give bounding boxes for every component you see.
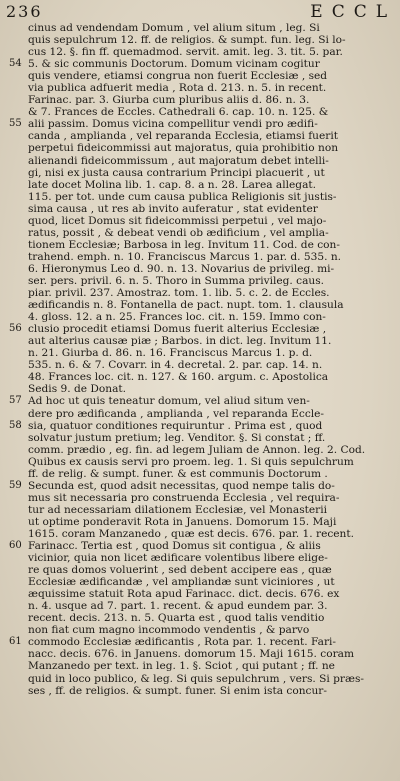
text-line [0,130,400,142]
text-line [0,251,400,263]
text-line [0,179,400,191]
body-text [0,22,400,697]
text-line [0,648,400,660]
text-line [0,215,400,227]
text-line [0,167,400,179]
line-text: ut optime ponderavit Rota in Januens. Domorum 15. Maji [28,515,337,528]
line-text: sia, quatuor conditiones requiruntur . Prima est , quod [28,419,323,432]
line-text: alii passim. Domus vicina compellitur vendi pro ædifi- [28,118,318,131]
text-line [0,480,400,492]
marginal-number: 61 [9,636,22,648]
text-line [0,540,400,552]
line-text: 4. gloss. 12. a n. 25. Frances loc. cit. n. 159. Immo con- [28,311,326,324]
line-text: quis sepulchrum 12. ff. de religios. & sumpt. fun. leg. Si lo- [28,34,346,47]
line-text: 5. & sic communis Doctorum. Domum vicinam cogitur [28,58,320,71]
line-text: mus sit necessaria pro construenda Ecclesia , vel requira- [28,491,340,504]
line-text: tur ad necessariam dilationem Ecclesiæ, vel Monasterii [28,503,327,516]
text-line [0,383,400,395]
text-line [0,624,400,636]
text-line [0,408,400,420]
text-line [0,287,400,299]
line-text: trahend. emph. n. 10. Franciscus Marcus 1. par. d. 535. n. [28,250,342,263]
marginal-number: 59 [9,479,22,491]
line-text: quis vendere, etiamsi congrua non fuerit Ecclesiæ , sed [28,70,328,83]
text-line [0,106,400,118]
marginal-number: 54 [9,58,22,70]
text-line [0,516,400,528]
text-line [0,395,400,407]
text-line [0,263,400,275]
line-text: ff. de relig. & sumpt. funer. & est communis Doctorum . [28,467,328,480]
text-line [0,636,400,648]
line-text: via publica adfuerit media , Rota d. 213. n. 5. in recent. [28,82,327,95]
line-text: vicinior, quia non licet ædificare volentibus libere elige- [28,552,328,565]
text-line [0,456,400,468]
text-line [0,299,400,311]
line-text: cinus ad vendendam Domum , vel alium situm , leg. Si [28,22,320,34]
text-line [0,576,400,588]
text-line [0,504,400,516]
line-text: clusio procedit etiamsi Domus fuerit alterius Ecclesiæ , [28,323,327,336]
text-line [0,335,400,347]
line-text: late docet Molina lib. 1. cap. 8. a n. 28. Larea allegat. [28,178,317,191]
text-line [0,660,400,672]
text-line [0,155,400,167]
text-line [0,588,400,600]
text-line [0,118,400,130]
line-text: ratus, possit , & debeat vendi ob ædificium , vel amplia- [28,226,329,239]
text-line [0,70,400,82]
text-line [0,347,400,359]
text-line [0,94,400,106]
text-line [0,685,400,697]
text-line [0,492,400,504]
marginal-number: 57 [9,395,22,407]
line-text: non fiat cum magno incommodo vendentis , & parvo [28,624,310,637]
text-line [0,468,400,480]
text-line [0,552,400,564]
line-text: & 7. Frances de Eccles. Cathedrali 6. cap. 10. n. 125. & [28,106,329,119]
line-text: nacc. decis. 676. in Januens. domorum 15. Maji 1615. coram [28,648,355,661]
line-text: aut alterius causæ piæ ; Barbos. in dict. leg. Invitum 11. [28,335,332,348]
line-text: recent. decis. 213. n. 5. Quarta est , quod talis venditio [28,612,325,625]
text-line [0,46,400,58]
line-text: ses , ff. de religios. & sumpt. funer. Si enim ista concur- [28,684,327,697]
line-text: perpetui fideicommissi aut majoratus, quia prohibitio non [28,142,339,155]
text-line [0,22,400,34]
text-line [0,275,400,287]
line-text: Secunda est, quod adsit necessitas, quod nempe talis do- [28,479,335,492]
text-line [0,239,400,251]
page-number: 236 [6,2,43,21]
text-line [0,227,400,239]
line-text: ædificandis n. 8. Fontanella de pact. nupt. tom. 1. clausula [28,299,344,312]
line-text: Quibus ex causis servi pro proem. leg. 1. Si quis sepulchrum [28,455,354,468]
line-text: Ecclesiæ ædificandæ , vel ampliandæ sunt viciniores , ut [28,576,335,589]
line-text: Farinacc. Tertia est , quod Domus sit contigua , & aliis [28,540,321,553]
line-text: ser. pers. privil. 6. n. 5. Thoro in Summa privileg. caus. [28,274,325,287]
text-line [0,600,400,612]
line-text: 6. Hieronymus Leo d. 90. n. 13. Novarius de privileg. mi- [28,262,335,275]
line-text: cus 12. §. fin ff. quemadmod. servit. amit. leg. 3. tit. 5. par. [28,46,343,59]
text-line [0,191,400,203]
line-text: n. 4. usque ad 7. part. 1. recent. & apud eundem par. 3. [28,600,328,613]
line-text: comm. prædio , eg. fin. ad legem Juliam de Annon. leg. 2. Cod. [28,443,366,456]
line-text: piar. privil. 237. Amostraz. tom. 1. lib. 5. c. 2. de Eccles. [28,287,330,300]
text-line [0,564,400,576]
line-text: solvatur justum pretium; leg. Venditor. §. Si constat ; ff. [28,431,326,444]
text-line [0,432,400,444]
line-text: n. 21. Giurba d. 86. n. 16. Franciscus Marcus 1. p. d. [28,347,313,360]
line-text: quod, licet Domus sit fideicommissi perpetui , vel majo- [28,214,327,227]
text-line [0,323,400,335]
line-text: Farinac. par. 3. Giurba cum pluribus aliis d. 86. n. 3. [28,94,310,107]
text-line [0,82,400,94]
line-text: tionem Ecclesiæ; Barbosa in leg. Invitum 11. Cod. de con- [28,238,340,251]
marginal-number: 55 [9,118,22,130]
line-text: commodo Ecclesiæ ædificantis , Rota par. 1. recent. Fari- [28,636,336,649]
page-header [6,2,396,20]
line-text: Manzanedo per text. in leg. 1. §. Sciot , qui putant ; ff. ne [28,660,335,673]
text-line [0,612,400,624]
text-line [0,58,400,70]
text-line [0,673,400,685]
text-line [0,420,400,432]
line-text: 48. Frances loc. cit. n. 127. & 160. argum. c. Apostolica [28,371,329,384]
line-text: Sedis 9. de Donat. [28,383,127,396]
text-line [0,34,400,46]
text-line [0,528,400,540]
line-text: re quas domos voluerint , sed debent accipere eas , quæ [28,564,332,577]
running-head: ECCL [310,2,396,22]
line-text: dere pro ædificanda , amplianda , vel reparanda Eccle- [28,407,325,420]
line-text: alienandi fideicommissum , aut majoratum debet intelli- [28,154,329,167]
line-text: canda , amplianda , vel reparanda Ecclesia, etiamsi fuerit [28,130,338,143]
line-text: 535. n. 6. & 7. Covarr. in 4. decretal. 2. par. cap. 14. n. [28,359,323,372]
line-text: quid in loco publico, & leg. Si quis sepulchrum , vers. Si præs- [28,672,364,685]
line-text: sima causa , ut res ab invito auferatur , stat evidenter [28,202,318,215]
line-text: gi, nisi ex justa causa contrarium Principi placuerit , ut [28,166,325,179]
marginal-number: 56 [9,323,22,335]
text-line [0,444,400,456]
line-text: 115. per tot. unde cum causa publica Religionis sit justis- [28,190,337,203]
text-line [0,311,400,323]
line-text: 1615. coram Manzanedo , quæ est decis. 676. par. 1. recent. [28,527,354,540]
text-line [0,203,400,215]
marginal-number: 60 [9,540,22,552]
marginal-number: 58 [9,419,22,431]
text-line [0,371,400,383]
line-text: Ad hoc ut quis teneatur domum, vel aliud situm ven- [28,395,310,408]
line-text: æquissime statuit Rota apud Farinacc. dict. decis. 676. ex [28,588,340,601]
text-line [0,142,400,154]
text-line [0,359,400,371]
